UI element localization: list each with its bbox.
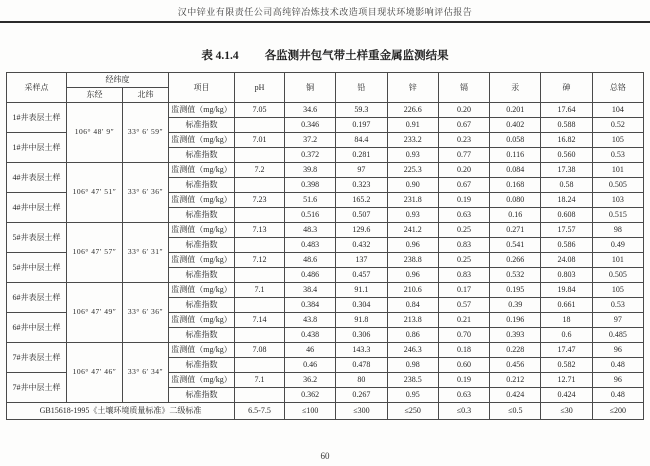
east-longitude-cell: 106° 48′ 9″ [67, 103, 123, 163]
value-cell: 0.281 [336, 148, 387, 163]
value-cell: 0.398 [285, 178, 336, 193]
value-cell: 0.83 [438, 238, 489, 253]
value-cell: 0.25 [438, 253, 489, 268]
value-cell: 0.306 [336, 328, 387, 343]
value-cell: 0.84 [387, 298, 438, 313]
value-cell: 129.6 [336, 223, 387, 238]
value-cell [235, 238, 285, 253]
value-cell: 238.5 [387, 373, 438, 388]
value-cell: 165.2 [336, 193, 387, 208]
header-row-1 [7, 73, 644, 88]
value-cell: 0.084 [490, 163, 541, 178]
value-cell: 0.201 [490, 103, 541, 118]
value-cell: 0.661 [541, 298, 592, 313]
value-cell: 0.20 [438, 103, 489, 118]
value-cell: 0.67 [438, 178, 489, 193]
document-header: 汉中锌业有限责任公司高纯锌冶炼技术改造项目现状环境影响评估报告 [177, 7, 473, 17]
value-cell: 0.197 [336, 118, 387, 133]
sample-name-cell: 6#井中层土样 [7, 313, 67, 343]
value-cell: 48.6 [285, 253, 336, 268]
value-cell: 0.6 [541, 328, 592, 343]
value-cell: 36.2 [285, 373, 336, 388]
item-label-cell: 监测值（mg/kg） [169, 283, 235, 298]
value-cell: 0.23 [438, 133, 489, 148]
standard-value: ≤0.3 [438, 403, 489, 420]
value-cell: 0.424 [490, 388, 541, 403]
value-cell: 0.424 [541, 388, 592, 403]
value-cell: 0.96 [387, 268, 438, 283]
value-cell: 0.93 [387, 208, 438, 223]
value-cell: 0.90 [387, 178, 438, 193]
item-label-cell: 监测值（mg/kg） [169, 253, 235, 268]
value-cell: 0.19 [438, 373, 489, 388]
standard-value: ≤0.5 [490, 403, 541, 420]
value-cell: 0.588 [541, 118, 592, 133]
value-cell: 0.19 [438, 193, 489, 208]
value-cell: 0.516 [285, 208, 336, 223]
standard-value: ≤300 [336, 403, 387, 420]
value-cell: 0.77 [438, 148, 489, 163]
value-cell: 7.13 [235, 223, 285, 238]
east-longitude-cell: 106° 47′ 49″ [67, 283, 123, 343]
value-cell: 7.12 [235, 253, 285, 268]
value-cell: 0.486 [285, 268, 336, 283]
sample-name-cell: 7#井中层土样 [7, 373, 67, 403]
value-cell [235, 298, 285, 313]
header-metal-arsenic: 砷 [541, 73, 592, 103]
item-label-cell: 监测值（mg/kg） [169, 313, 235, 328]
value-cell: 7.01 [235, 133, 285, 148]
value-cell: 0.532 [490, 268, 541, 283]
header-metal-lead: 铅 [336, 73, 387, 103]
value-cell: 105 [592, 283, 643, 298]
value-cell: 0.267 [336, 388, 387, 403]
value-cell [235, 358, 285, 373]
value-cell: 0.58 [541, 178, 592, 193]
value-cell: 0.393 [490, 328, 541, 343]
sample-name-cell: 6#井表层土样 [7, 283, 67, 313]
value-cell: 97 [592, 313, 643, 328]
value-cell: 0.98 [387, 358, 438, 373]
item-label-cell: 标准指数 [169, 118, 235, 133]
value-cell: 7.2 [235, 163, 285, 178]
value-cell: 0.560 [541, 148, 592, 163]
value-cell: 18 [541, 313, 592, 328]
table-row [7, 163, 644, 178]
value-cell: 0.49 [592, 238, 643, 253]
value-cell: 0.266 [490, 253, 541, 268]
sample-name-cell: 1#井表层土样 [7, 103, 67, 133]
header-metal-mercury: 汞 [490, 73, 541, 103]
item-label-cell: 监测值（mg/kg） [169, 103, 235, 118]
value-cell: 0.586 [541, 238, 592, 253]
value-cell: 0.541 [490, 238, 541, 253]
header-item: 项目 [169, 73, 235, 103]
value-cell: 0.372 [285, 148, 336, 163]
value-cell: 0.70 [438, 328, 489, 343]
value-cell: 137 [336, 253, 387, 268]
value-cell: 0.17 [438, 283, 489, 298]
value-cell [235, 328, 285, 343]
table-title-text: 各监测井包气带土样重金属监测结果 [264, 50, 449, 62]
value-cell: 0.195 [490, 283, 541, 298]
value-cell: 246.3 [387, 343, 438, 358]
item-label-cell: 标准指数 [169, 298, 235, 313]
value-cell: 0.608 [541, 208, 592, 223]
standard-value: ≤30 [541, 403, 592, 420]
table-row [7, 103, 644, 118]
item-label-cell: 标准指数 [169, 148, 235, 163]
value-cell: 17.57 [541, 223, 592, 238]
value-cell: 48.3 [285, 223, 336, 238]
value-cell: 143.3 [336, 343, 387, 358]
value-cell: 0.058 [490, 133, 541, 148]
value-cell: 7.08 [235, 343, 285, 358]
value-cell: 0.48 [592, 388, 643, 403]
table-title [0, 47, 650, 63]
page-number: 60 [320, 451, 330, 461]
value-cell: 0.39 [490, 298, 541, 313]
standard-value: ≤100 [285, 403, 336, 420]
value-cell [235, 268, 285, 283]
value-cell: 43.8 [285, 313, 336, 328]
monitoring-table [6, 72, 644, 420]
table-title-label: 表 4.1.4 [201, 50, 239, 62]
value-cell: 18.24 [541, 193, 592, 208]
value-cell: 226.6 [387, 103, 438, 118]
value-cell: 0.18 [438, 343, 489, 358]
standard-value: ≤250 [387, 403, 438, 420]
value-cell: 0.432 [336, 238, 387, 253]
header-coordinates: 经纬度 [67, 73, 169, 88]
value-cell: 0.48 [592, 358, 643, 373]
value-cell: 17.64 [541, 103, 592, 118]
item-label-cell: 监测值（mg/kg） [169, 163, 235, 178]
value-cell: 0.456 [490, 358, 541, 373]
value-cell: 59.3 [336, 103, 387, 118]
value-cell: 238.8 [387, 253, 438, 268]
value-cell: 0.91 [387, 118, 438, 133]
item-label-cell: 标准指数 [169, 268, 235, 283]
value-cell: 101 [592, 253, 643, 268]
value-cell: 0.25 [438, 223, 489, 238]
value-cell: 0.228 [490, 343, 541, 358]
value-cell: 0.116 [490, 148, 541, 163]
item-label-cell: 标准指数 [169, 208, 235, 223]
north-latitude-cell: 33° 6′ 59″ [123, 103, 169, 163]
value-cell: 0.438 [285, 328, 336, 343]
north-latitude-cell: 33° 6′ 36″ [123, 163, 169, 223]
value-cell: 0.196 [490, 313, 541, 328]
north-latitude-cell: 33° 6′ 36″ [123, 283, 169, 343]
value-cell: 0.60 [438, 358, 489, 373]
table-row [7, 283, 644, 298]
item-label-cell: 标准指数 [169, 178, 235, 193]
header-metal-copper: 铜 [285, 73, 336, 103]
value-cell: 0.384 [285, 298, 336, 313]
east-longitude-cell: 106° 47′ 57″ [67, 223, 123, 283]
item-label-cell: 标准指数 [169, 238, 235, 253]
sample-name-cell: 7#井表层土样 [7, 343, 67, 373]
value-cell: 46 [285, 343, 336, 358]
value-cell: 0.582 [541, 358, 592, 373]
item-label-cell: 标准指数 [169, 358, 235, 373]
value-cell: 7.05 [235, 103, 285, 118]
value-cell: 0.52 [592, 118, 643, 133]
value-cell: 0.57 [438, 298, 489, 313]
value-cell: 0.507 [336, 208, 387, 223]
value-cell: 96 [592, 343, 643, 358]
item-label-cell: 监测值（mg/kg） [169, 133, 235, 148]
value-cell: 0.803 [541, 268, 592, 283]
value-cell: 0.483 [285, 238, 336, 253]
value-cell: 0.212 [490, 373, 541, 388]
value-cell: 96 [592, 373, 643, 388]
sample-name-cell: 1#井中层土样 [7, 133, 67, 163]
value-cell: 7.23 [235, 193, 285, 208]
value-cell: 104 [592, 103, 643, 118]
value-cell: 0.95 [387, 388, 438, 403]
value-cell: 0.304 [336, 298, 387, 313]
value-cell: 231.8 [387, 193, 438, 208]
value-cell: 0.457 [336, 268, 387, 283]
standard-row [7, 403, 644, 420]
value-cell: 0.93 [387, 148, 438, 163]
east-longitude-cell: 106° 47′ 46″ [67, 343, 123, 403]
value-cell: 91.8 [336, 313, 387, 328]
value-cell: 0.21 [438, 313, 489, 328]
item-label-cell: 标准指数 [169, 388, 235, 403]
value-cell: 0.53 [592, 148, 643, 163]
value-cell: 84.4 [336, 133, 387, 148]
header-east-longitude: 东经 [67, 88, 123, 103]
value-cell: 12.71 [541, 373, 592, 388]
value-cell: 0.16 [490, 208, 541, 223]
header-divider [0, 21, 650, 23]
value-cell: 0.505 [592, 178, 643, 193]
standard-label: GB15618-1995《土壤环境质量标准》二级标准 [7, 403, 235, 420]
value-cell: 17.38 [541, 163, 592, 178]
value-cell: 24.08 [541, 253, 592, 268]
item-label-cell: 监测值（mg/kg） [169, 223, 235, 238]
value-cell: 0.515 [592, 208, 643, 223]
value-cell: 0.485 [592, 328, 643, 343]
value-cell: 17.47 [541, 343, 592, 358]
value-cell: 0.96 [387, 238, 438, 253]
value-cell: 0.323 [336, 178, 387, 193]
value-cell: 0.271 [490, 223, 541, 238]
value-cell: 210.6 [387, 283, 438, 298]
value-cell: 98 [592, 223, 643, 238]
item-label-cell: 监测值（mg/kg） [169, 373, 235, 388]
item-label-cell: 标准指数 [169, 328, 235, 343]
header-ph: pH [235, 73, 285, 103]
value-cell: 241.2 [387, 223, 438, 238]
value-cell: 91.1 [336, 283, 387, 298]
value-cell: 0.402 [490, 118, 541, 133]
north-latitude-cell: 33° 6′ 31″ [123, 223, 169, 283]
table-row [7, 343, 644, 358]
value-cell [235, 178, 285, 193]
value-cell: 0.20 [438, 163, 489, 178]
value-cell: 105 [592, 133, 643, 148]
value-cell: 0.86 [387, 328, 438, 343]
item-label-cell: 监测值（mg/kg） [169, 343, 235, 358]
value-cell: 19.84 [541, 283, 592, 298]
sample-name-cell: 5#井中层土样 [7, 253, 67, 283]
value-cell: 0.67 [438, 118, 489, 133]
value-cell: 0.168 [490, 178, 541, 193]
value-cell: 34.6 [285, 103, 336, 118]
value-cell: 0.46 [285, 358, 336, 373]
value-cell: 0.53 [592, 298, 643, 313]
value-cell: 0.505 [592, 268, 643, 283]
item-label-cell: 监测值（mg/kg） [169, 193, 235, 208]
north-latitude-cell: 33° 6′ 34″ [123, 343, 169, 403]
value-cell: 0.478 [336, 358, 387, 373]
value-cell: 39.8 [285, 163, 336, 178]
value-cell: 103 [592, 193, 643, 208]
value-cell: 7.1 [235, 373, 285, 388]
table-row [7, 223, 644, 238]
value-cell: 213.8 [387, 313, 438, 328]
value-cell: 233.2 [387, 133, 438, 148]
value-cell [235, 388, 285, 403]
value-cell: 0.83 [438, 268, 489, 283]
value-cell [235, 118, 285, 133]
value-cell: 16.82 [541, 133, 592, 148]
header-sampling-point: 采样点 [7, 73, 67, 103]
value-cell: 225.3 [387, 163, 438, 178]
header-north-latitude: 北纬 [123, 88, 169, 103]
value-cell: 0.63 [438, 388, 489, 403]
standard-value: ≤200 [592, 403, 643, 420]
value-cell: 0.080 [490, 193, 541, 208]
standard-value: 6.5-7.5 [235, 403, 285, 420]
table-body [7, 103, 644, 403]
value-cell: 101 [592, 163, 643, 178]
value-cell: 97 [336, 163, 387, 178]
header-metal-cadmium: 镉 [438, 73, 489, 103]
value-cell: 38.4 [285, 283, 336, 298]
value-cell: 0.63 [438, 208, 489, 223]
value-cell: 0.362 [285, 388, 336, 403]
value-cell [235, 208, 285, 223]
value-cell: 37.2 [285, 133, 336, 148]
value-cell: 80 [336, 373, 387, 388]
east-longitude-cell: 106° 47′ 51″ [67, 163, 123, 223]
sample-name-cell: 4#井中层土样 [7, 193, 67, 223]
sample-name-cell: 5#井表层土样 [7, 223, 67, 253]
value-cell [235, 148, 285, 163]
header-metal-total-chromium: 总铬 [592, 73, 643, 103]
header-metal-zinc: 锌 [387, 73, 438, 103]
value-cell: 7.1 [235, 283, 285, 298]
value-cell: 7.14 [235, 313, 285, 328]
value-cell: 51.6 [285, 193, 336, 208]
value-cell: 0.346 [285, 118, 336, 133]
sample-name-cell: 4#井表层土样 [7, 163, 67, 193]
